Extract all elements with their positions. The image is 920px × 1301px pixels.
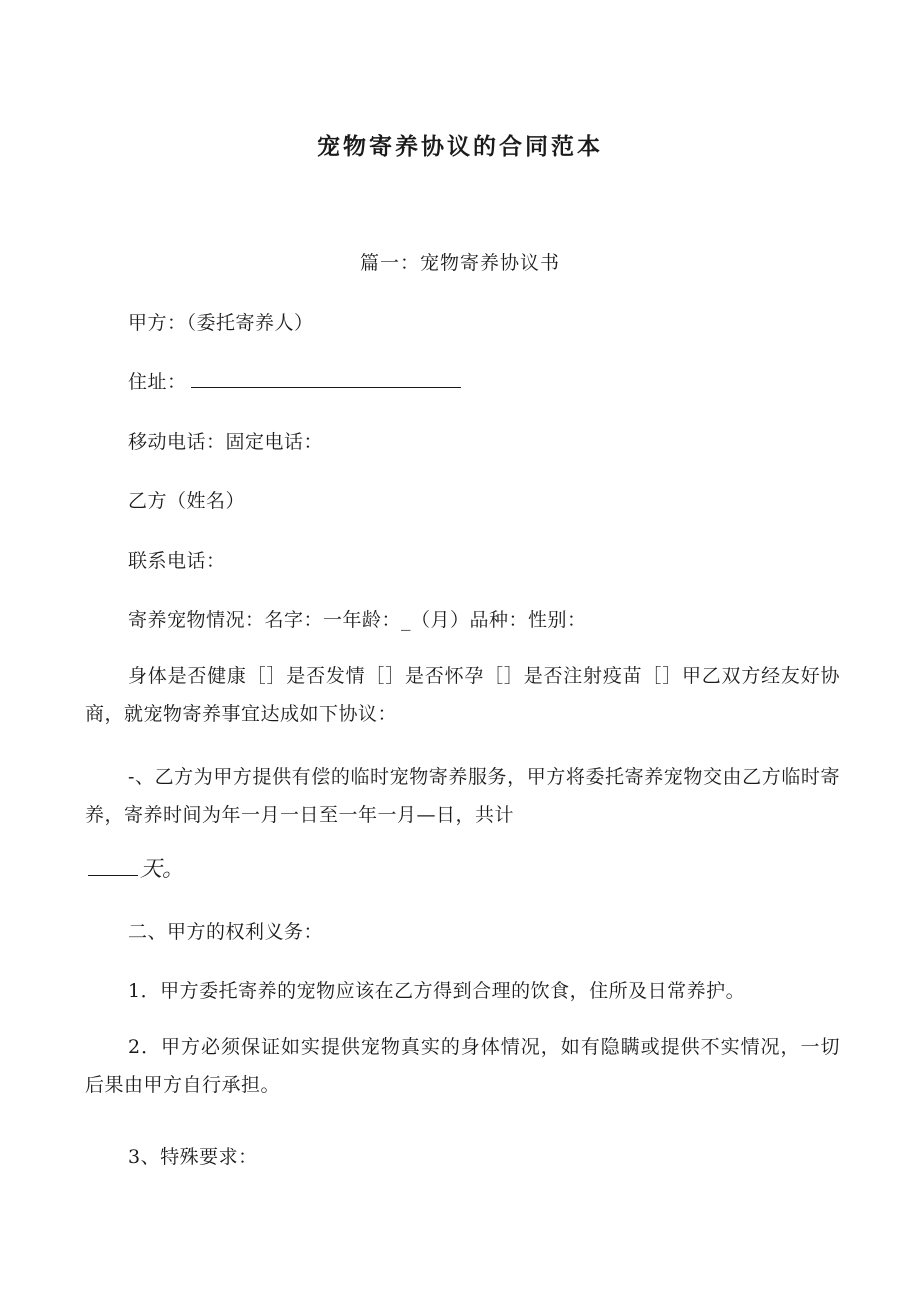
item-1-line: 1．甲方委托寄养的宠物应该在乙方得到合理的饮食，住所及日常养护。 xyxy=(128,980,746,1002)
pet-info-line: 寄养宠物情况：名字：一年龄：_（月）品种：性别： xyxy=(128,609,587,631)
item-3-line: 3、特殊要求： xyxy=(128,1146,258,1168)
phones-line: 移动电话：固定电话： xyxy=(128,431,324,453)
days-line xyxy=(88,852,184,883)
party-b-line: 乙方（姓名） xyxy=(128,490,246,512)
health-paragraph: 身体是否健康［］是否发情［］是否怀孕［］是否注射疫苗［］甲乙双方经友好协商，就宠物寄养事宜达成如下协议： xyxy=(85,665,840,725)
clause-one-paragraph: -、乙方为甲方提供有偿的临时宠物寄养服务，甲方将委托寄养宠物交由乙方临时寄养，寄养时间为年一月一日至一年一月—日，共计 xyxy=(85,766,840,826)
days-blank xyxy=(88,853,138,876)
party-a-line: 甲方：（委托寄养人） xyxy=(128,312,314,334)
document-title: 宠物寄养协议的合同范本 xyxy=(317,133,603,160)
address-label: 住址： xyxy=(128,371,187,393)
document-subtitle: 篇一：宠物寄养协议书 xyxy=(359,252,560,274)
item-2-paragraph: 2．甲方必须保证如实提供宠物真实的身体情况，如有隐瞒或提供不实情况，一切后果由甲方自行承担。 xyxy=(85,1036,840,1096)
section-two-heading: 二、甲方的权利义务： xyxy=(128,921,324,943)
days-suffix: 天。 xyxy=(140,857,185,882)
contact-phone-line: 联系电话： xyxy=(128,550,226,572)
address-blank xyxy=(191,369,461,388)
address-line xyxy=(128,367,461,394)
